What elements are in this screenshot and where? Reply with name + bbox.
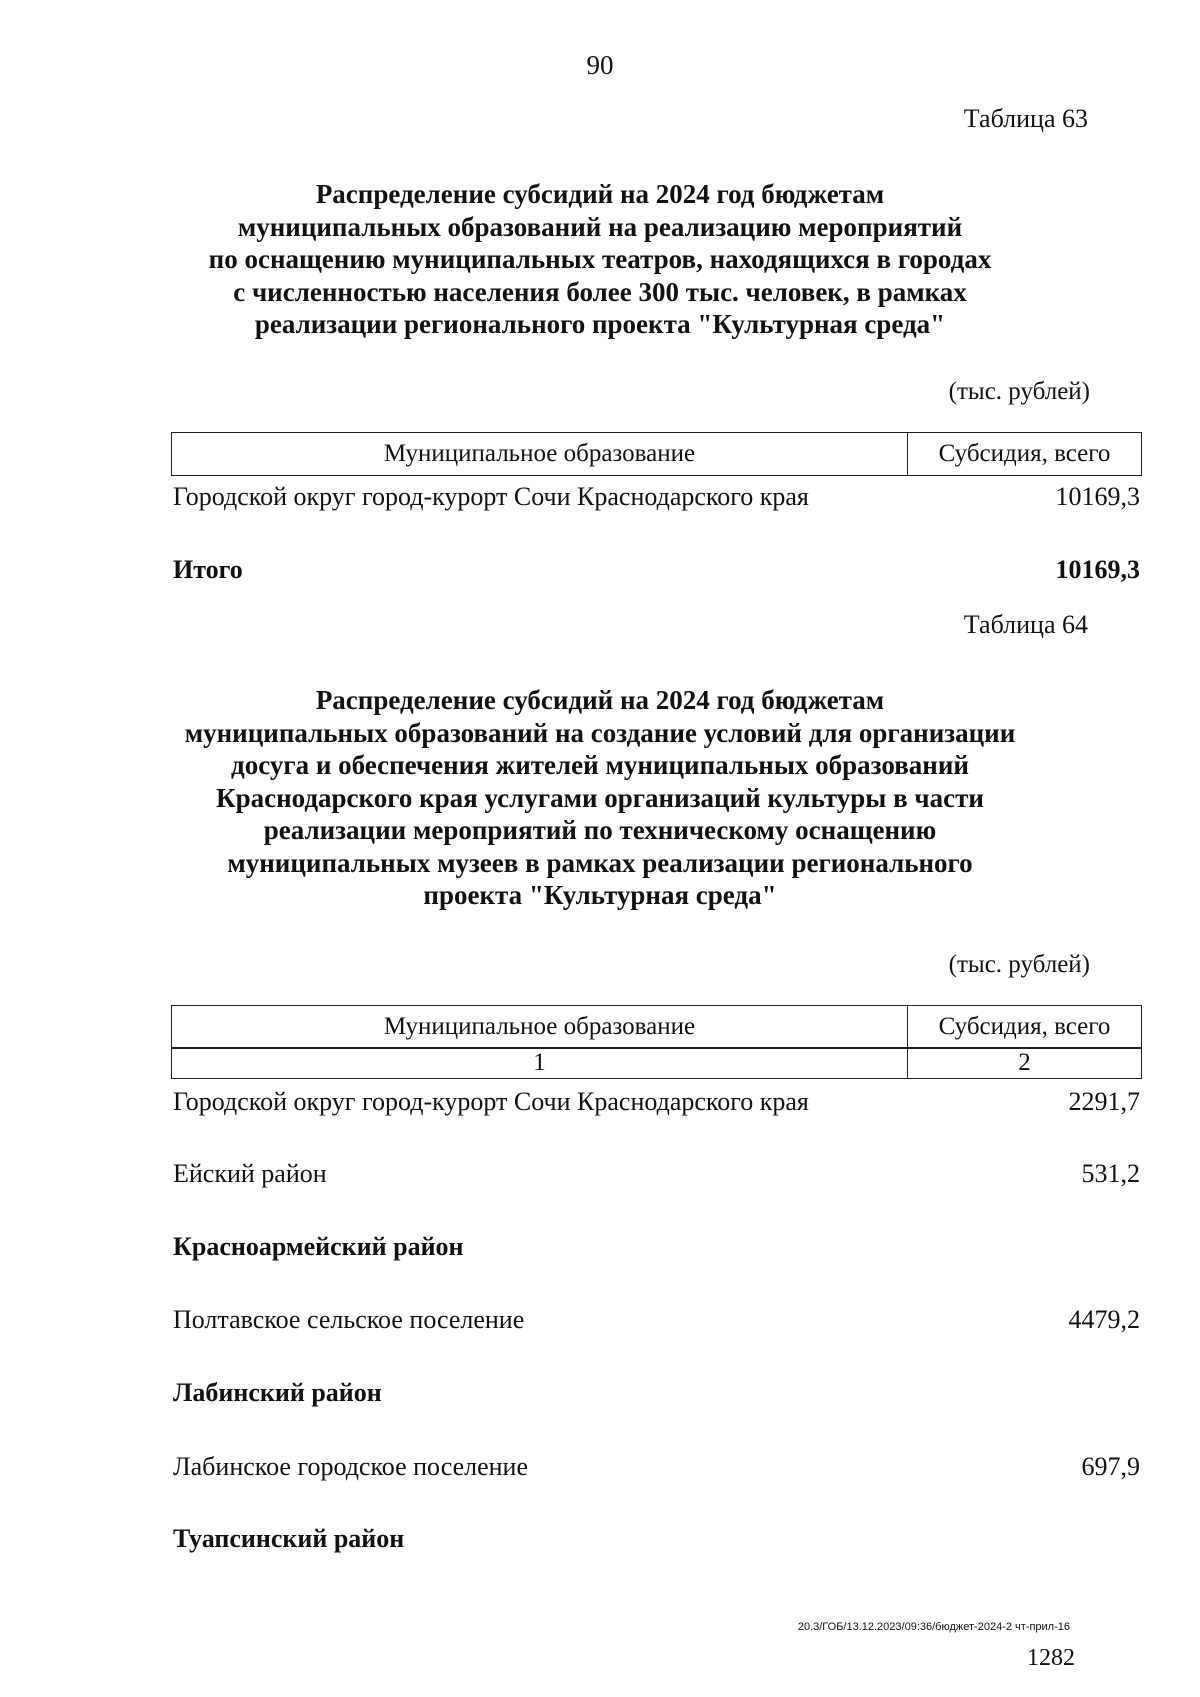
title-line: по оснащению муниципальных театров, находящихся в городах <box>208 244 992 274</box>
row-value: 2291,7 <box>1068 1087 1140 1116</box>
row-value: 531,2 <box>1081 1159 1140 1188</box>
column-number: 2 <box>908 1048 1142 1079</box>
row-value: 697,9 <box>1081 1452 1140 1481</box>
column-number: 1 <box>172 1048 908 1079</box>
table-64-label: Таблица 64 <box>963 610 1088 639</box>
row-name: Полтавское сельское поселение <box>173 1305 525 1334</box>
title-line: реализации мероприятий по техническому оснащению <box>263 815 937 845</box>
row-value: 10169,3 <box>1055 482 1140 511</box>
title-line: муниципальных образований на создание условий для организации <box>184 717 1016 748</box>
row-name: Лабинский район <box>173 1378 382 1407</box>
document-stamp: 20.3/ГОБ/13.12.2023/09:36/бюджет-2024-2 чт-прил-16 <box>797 1621 1070 1633</box>
title-line: досуга и обеспечения жителей муниципальных образований <box>231 750 969 780</box>
title-line: муниципальных музеев в рамках реализации регионального <box>227 847 973 878</box>
title-line: Краснодарского края услугами организаций культуры в части <box>216 782 984 813</box>
column-header-municipality: Муниципальное образование <box>172 1006 908 1049</box>
column-header-subsidy: Субсидия, всего <box>908 1006 1142 1049</box>
table-63-label: Таблица 63 <box>963 104 1088 133</box>
row-name: Лабинское городское поселение <box>173 1452 528 1481</box>
row-name: Ейский район <box>173 1159 327 1188</box>
row-name: Городской округ город-курорт Сочи Краснодарского края <box>173 482 809 511</box>
total-value: 10169,3 <box>1055 555 1140 584</box>
column-header-municipality: Муниципальное образование <box>172 433 908 476</box>
title-line: муниципальных образований на реализацию мероприятий <box>237 211 963 242</box>
table-63-title <box>150 178 1050 341</box>
sheet-number: 1282 <box>1027 1645 1075 1671</box>
table-64-header <box>171 1005 1142 1049</box>
table-63-units: (тыс. рублей) <box>948 378 1090 405</box>
row-value: 4479,2 <box>1068 1305 1140 1334</box>
row-name: Красноармейский район <box>173 1232 464 1261</box>
row-name: Туапсинский район <box>173 1524 405 1553</box>
row-name: Городской округ город-курорт Сочи Краснодарского края <box>173 1087 809 1116</box>
table-64-title <box>150 684 1050 912</box>
title-line: с численностью населения более 300 тыс. человек, в рамках <box>233 276 967 307</box>
total-label: Итого <box>173 555 243 584</box>
title-line: реализации регионального проекта "Культурная среда" <box>254 309 946 339</box>
column-header-subsidy: Субсидия, всего <box>908 433 1142 476</box>
title-line: Распределение субсидий на 2024 год бюджетам <box>315 179 885 209</box>
table-64-column-numbers <box>171 1047 1142 1079</box>
title-line: проекта "Культурная среда" <box>423 880 777 910</box>
page-number: 90 <box>586 50 614 80</box>
table-64-units: (тыс. рублей) <box>948 951 1090 978</box>
title-line: Распределение субсидий на 2024 год бюджетам <box>315 685 885 715</box>
table-63-header <box>171 432 1142 476</box>
